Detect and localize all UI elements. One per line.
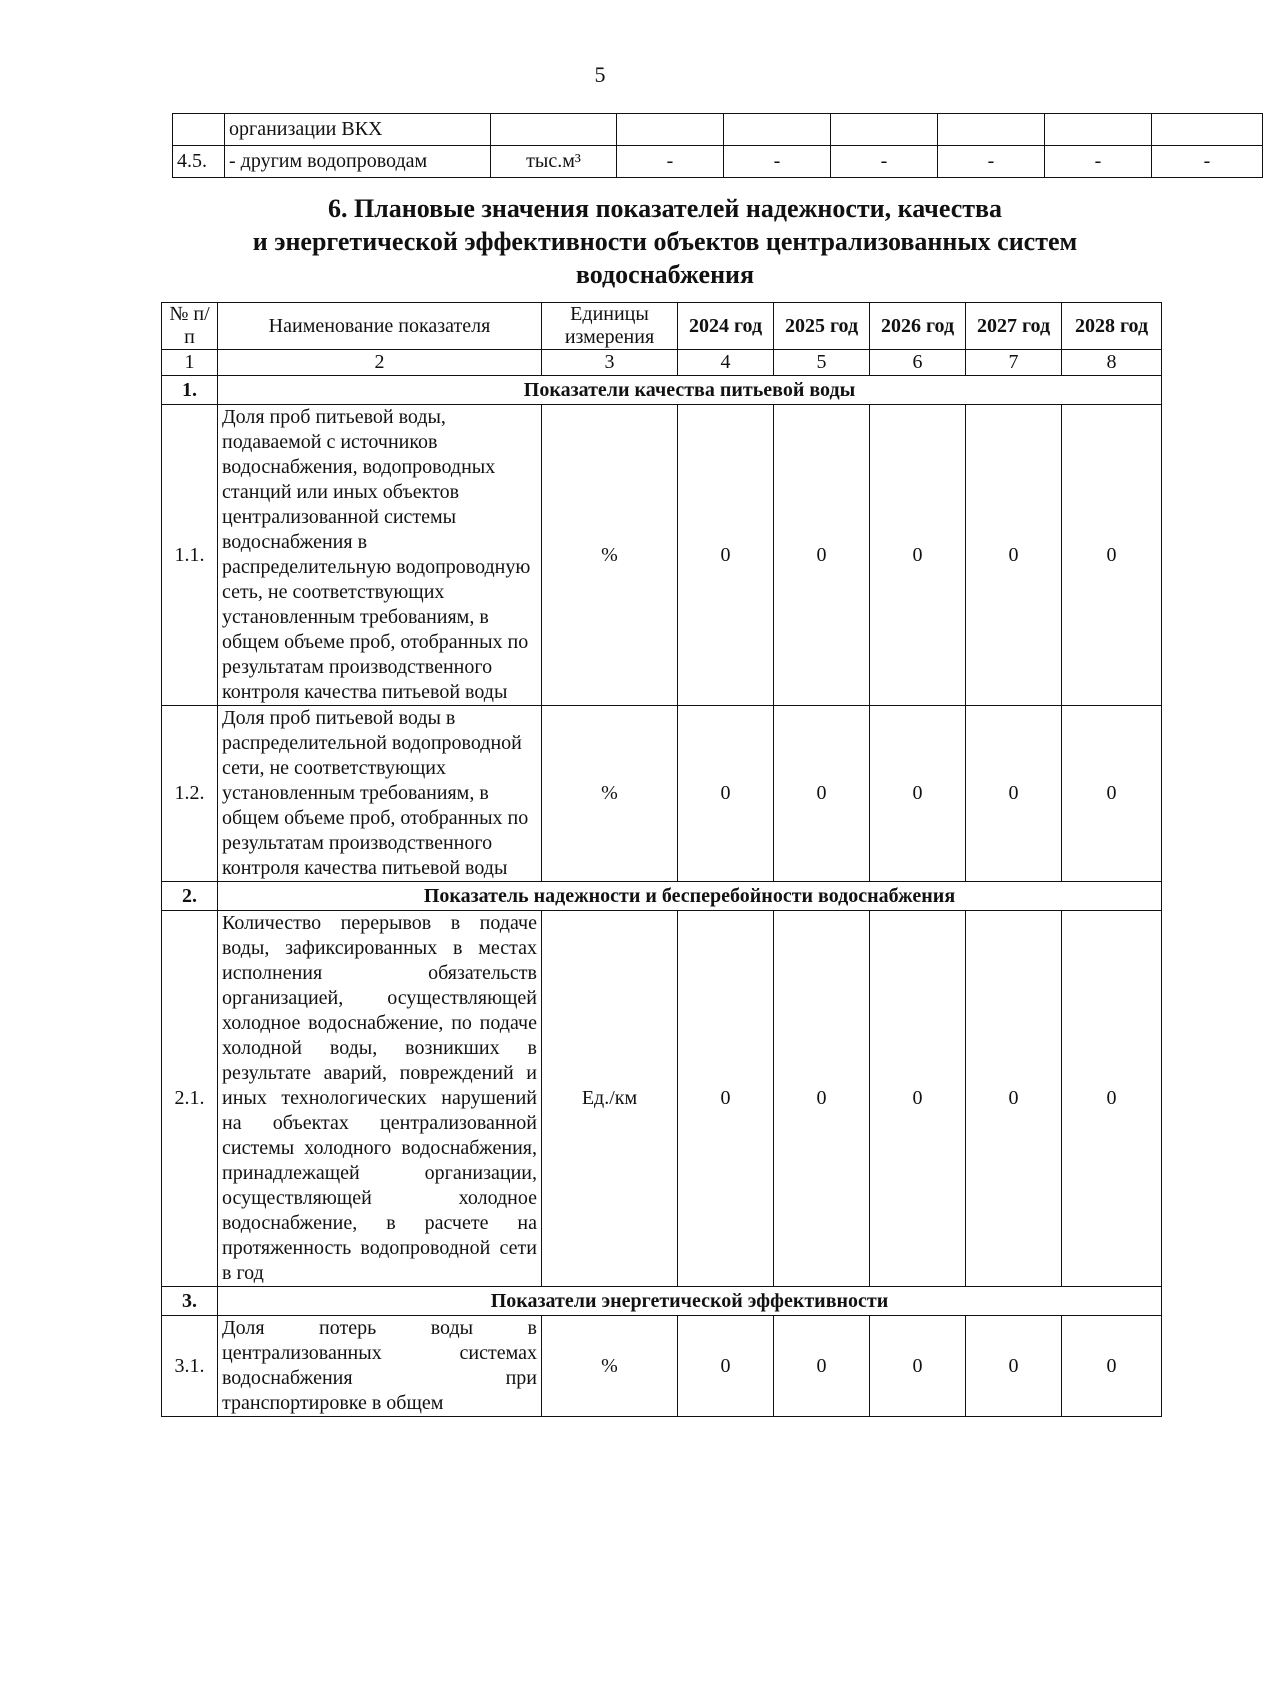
header-year: 2026 год — [870, 303, 966, 350]
row-value — [617, 114, 724, 146]
header-year: 2024 год — [678, 303, 774, 350]
header-name: Наименование показателя — [218, 303, 542, 350]
section-number: 2. — [162, 882, 218, 911]
section-row — [162, 882, 1162, 911]
column-index-row — [162, 350, 1162, 376]
row-value: - — [1152, 146, 1263, 178]
row-value: 0 — [1062, 911, 1162, 1287]
row-name: Доля потерь воды в централизованных системах водоснабжения при транспортировке в общем — [218, 1316, 542, 1417]
indicators-table — [161, 302, 1162, 1417]
row-value: 0 — [678, 706, 774, 882]
continued-table — [172, 113, 1263, 178]
table-row — [173, 146, 1263, 178]
heading-line: 6. Плановые значения показателей надежности, качества — [327, 194, 1003, 223]
column-index: 6 — [870, 350, 966, 376]
row-value: 0 — [966, 405, 1062, 706]
row-value — [724, 114, 831, 146]
row-value: 0 — [966, 911, 1062, 1287]
header-number: № п/п — [162, 303, 218, 350]
section-title: Показатели качества питьевой воды — [218, 376, 1162, 405]
column-index: 4 — [678, 350, 774, 376]
row-name: организации ВКХ — [225, 114, 491, 146]
heading-line: и энергетической эффективности объектов централизованных систем — [252, 227, 1078, 256]
table-row — [173, 114, 1263, 146]
column-index: 5 — [774, 350, 870, 376]
row-number — [173, 114, 225, 146]
row-name: Доля проб питьевой воды в распределительной водопроводной сети, не соответствующих установленным требованиям, в общем объеме проб, отобранных по результатам производственного контроля качества питьевой воды — [218, 706, 542, 882]
table-row — [162, 1316, 1162, 1417]
row-unit: % — [542, 1316, 678, 1417]
row-value — [831, 114, 938, 146]
row-number: 2.1. — [162, 911, 218, 1287]
row-value: - — [617, 146, 724, 178]
row-value: 0 — [966, 1316, 1062, 1417]
header-unit: Единицы измерения — [542, 303, 678, 350]
section-number: 3. — [162, 1287, 218, 1316]
row-value: 0 — [774, 706, 870, 882]
header-year: 2028 год — [1062, 303, 1162, 350]
row-name: Доля проб питьевой воды, подаваемой с источников водоснабжения, водопроводных станций или иных объектов централизованной системы водоснабжения в распределительную водопроводную сеть, не соответствующих установленным требованиям, в общем объеме проб, отобранных по результатам производственного контроля качества питьевой воды — [218, 405, 542, 706]
heading-line: водоснабжения — [575, 260, 755, 289]
row-value: 0 — [678, 405, 774, 706]
row-value: 0 — [870, 706, 966, 882]
row-name: Количество перерывов в подаче воды, зафиксированных в местах исполнения обязательств организацией, осуществляющей холодное водоснабжение, по подаче холодной воды, возникших в результате аварий, повреждений и иных технологических нарушений на объектах централизованной системы холодного водоснабжения, принадлежащей организации, осуществляющей холодное водоснабжение, в расчете на протяженность водопроводной сети в год — [218, 911, 542, 1287]
row-number: 1.1. — [162, 405, 218, 706]
row-value — [938, 114, 1045, 146]
column-index: 7 — [966, 350, 1062, 376]
section-heading — [170, 192, 1160, 291]
row-value: 0 — [870, 405, 966, 706]
table-row — [162, 405, 1162, 706]
row-unit: Ед./км — [542, 911, 678, 1287]
row-value: 0 — [966, 706, 1062, 882]
row-number: 4.5. — [173, 146, 225, 178]
table-row — [162, 911, 1162, 1287]
row-value: - — [724, 146, 831, 178]
row-unit: % — [542, 706, 678, 882]
section-row — [162, 376, 1162, 405]
row-value: 0 — [1062, 1316, 1162, 1417]
row-value: - — [938, 146, 1045, 178]
section-row — [162, 1287, 1162, 1316]
row-value: 0 — [870, 911, 966, 1287]
row-value: 0 — [1062, 405, 1162, 706]
row-value: - — [1045, 146, 1152, 178]
section-number: 1. — [162, 376, 218, 405]
column-index: 8 — [1062, 350, 1162, 376]
section-title: Показатели энергетической эффективности — [218, 1287, 1162, 1316]
row-value: - — [831, 146, 938, 178]
row-unit: % — [542, 405, 678, 706]
row-number: 3.1. — [162, 1316, 218, 1417]
column-index: 3 — [542, 350, 678, 376]
column-index: 1 — [162, 350, 218, 376]
header-year: 2027 год — [966, 303, 1062, 350]
row-value — [1152, 114, 1263, 146]
section-title: Показатель надежности и бесперебойности водоснабжения — [218, 882, 1162, 911]
table-header-row — [162, 303, 1162, 350]
row-value: 0 — [774, 405, 870, 706]
row-number: 1.2. — [162, 706, 218, 882]
table-row — [162, 706, 1162, 882]
row-value: 0 — [774, 1316, 870, 1417]
page-number: 5 — [594, 62, 606, 87]
row-value: 0 — [1062, 706, 1162, 882]
header-year: 2025 год — [774, 303, 870, 350]
row-value — [1045, 114, 1152, 146]
row-unit: тыс.м³ — [491, 146, 617, 178]
row-name: - другим водопроводам — [225, 146, 491, 178]
row-unit — [491, 114, 617, 146]
column-index: 2 — [218, 350, 542, 376]
row-value: 0 — [870, 1316, 966, 1417]
row-value: 0 — [678, 911, 774, 1287]
row-value: 0 — [678, 1316, 774, 1417]
row-value: 0 — [774, 911, 870, 1287]
